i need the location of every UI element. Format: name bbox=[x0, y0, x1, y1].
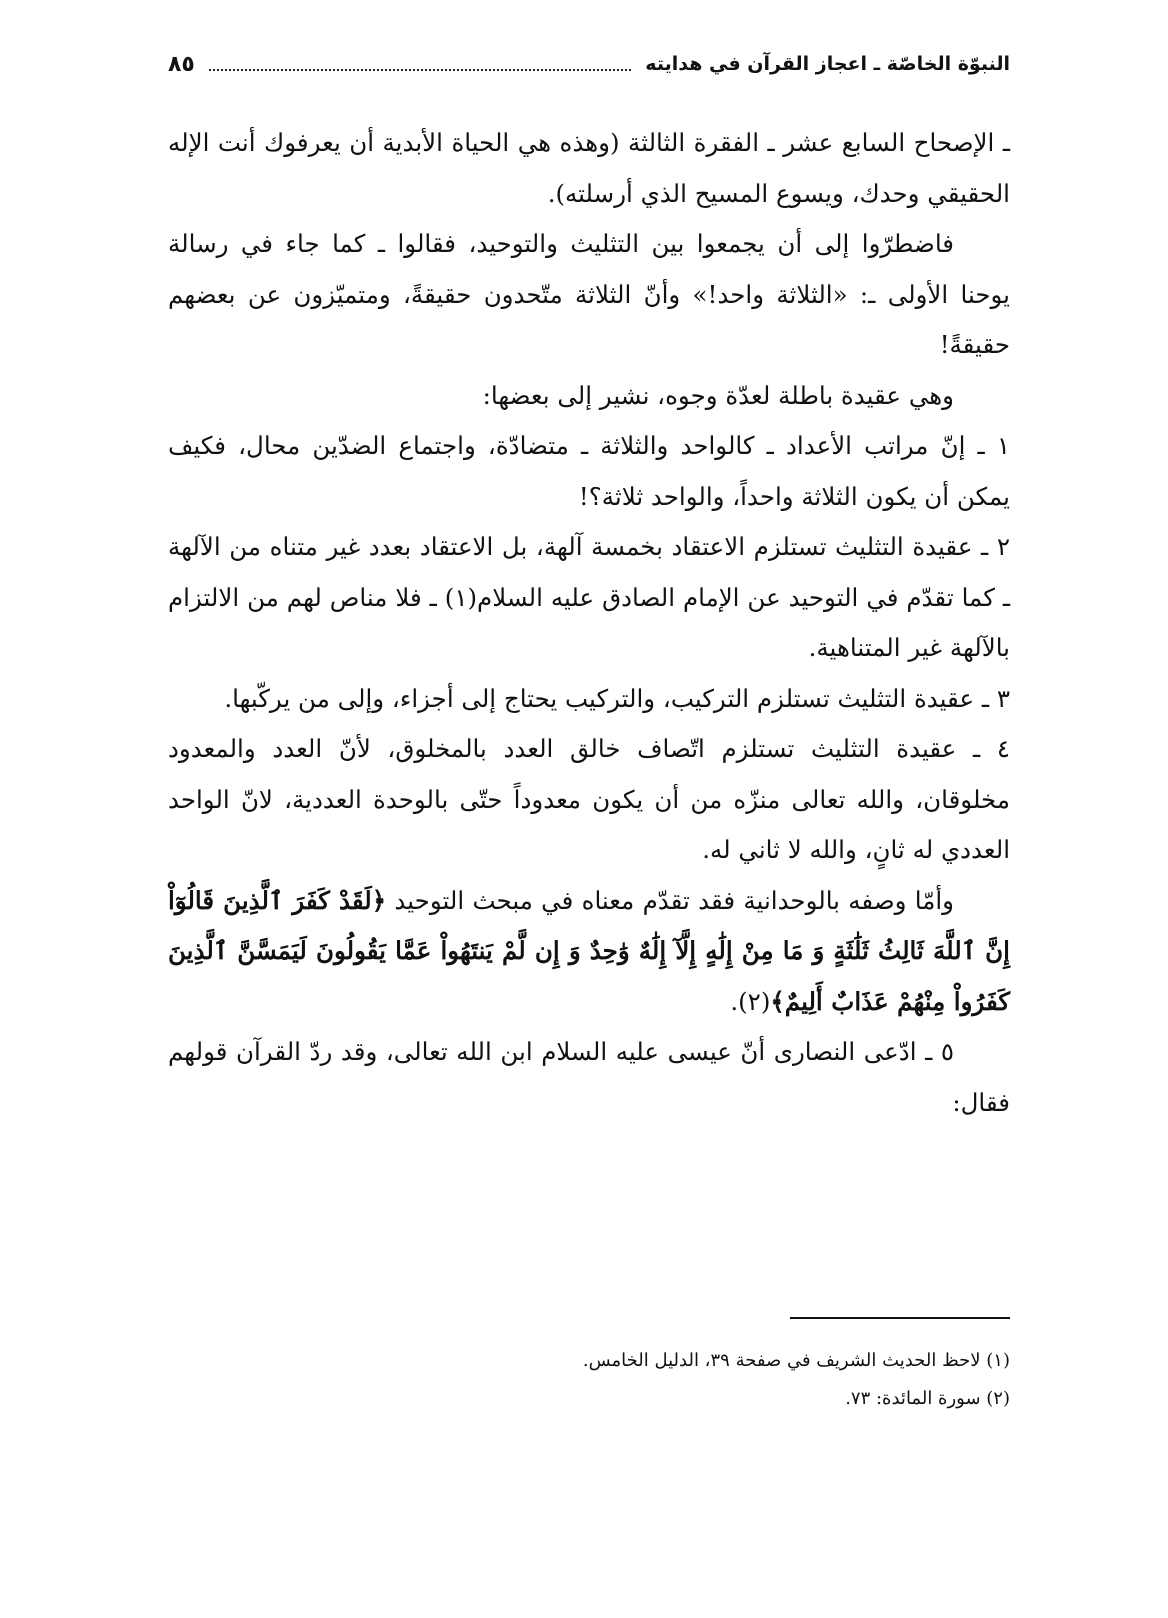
footnote-separator bbox=[790, 1317, 1010, 1319]
header-dot-leader bbox=[209, 69, 631, 71]
point-4: ٤ ـ عقيدة التثليث تستلزم اتّصاف خالق العدد بالمخلوق، لأنّ العدد والمعدود مخلوقان، والله تعالى منزّه من أن يكون معدوداً حتّى بالوحدة العددية، لانّ الواحد العددي له ثانٍ، والله لا ثاني له. bbox=[168, 734, 1010, 864]
point-2: ٢ ـ عقيدة التثليث تستلزم الاعتقاد بخمسة آلهة، بل الاعتقاد بعدد غير متناه من الآلهة ـ كما تقدّم في التوحيد عن الإمام الصادق عليه السلام(١) ـ فلا مناص لهم من الالتزام بالآلهة غير المتناهية. bbox=[168, 532, 1010, 662]
unity-intro-text: وأمّا وصفه بالوحدانية فقد تقدّم معناه في مبحث التوحيد bbox=[394, 885, 955, 915]
footnote-2: (٢) سورة المائدة: ٧٣. bbox=[845, 1388, 1010, 1409]
paragraph-1: ـ الإصحاح السابع عشر ـ الفقرة الثالثة (وهذه هي الحياة الأبدية أن يعرفوك أنت الإله الحقيقي وحدك، ويسوع المسيح الذي أرسلته). bbox=[168, 128, 1010, 208]
main-text bbox=[168, 118, 1010, 1128]
point-1: ١ ـ إنّ مراتب الأعداد ـ كالواحد والثلاثة ـ متضادّة، واجتماع الضدّين محال، فكيف يمكن أن يكون الثلاثة واحداً، والواحد ثلاثة؟! bbox=[168, 431, 1010, 511]
page-number: ٨٥ bbox=[168, 51, 195, 77]
running-header bbox=[168, 44, 1010, 84]
footnotes bbox=[168, 1342, 1010, 1418]
point-5: ٥ ـ ادّعى النصارى أنّ عيسى عليه السلام ابن الله تعالى، وقد ردّ القرآن قولهم فقال: bbox=[168, 1037, 1010, 1117]
paragraph-3: وهي عقيدة باطلة لعدّة وجوه، نشير إلى بعضها: bbox=[482, 380, 954, 410]
quran-verse: ﴿لَقَدْ كَفَرَ ٱلَّذِينَ قَالُوٓاْ إِنَّ ٱللَّهَ ثَالِثُ ثَلَٰثَةٍ وَ مَا مِنْ إِلَٰهٍ إِلَّآ إِلَٰهٌ وَٰحِدٌ وَ إِن لَّمْ يَنتَهُواْ عَمَّا يَقُولُونَ لَيَمَسَّنَّ ٱلَّذِينَ كَفَرُواْ مِنْهُمْ عَذَابٌ أَلِيمٌ﴾ bbox=[168, 885, 1010, 1016]
paragraph-2: فاضطرّوا إلى أن يجمعوا بين التثليث والتوحيد، فقالوا ـ كما جاء في رسالة يوحنا الأولى ـ: «الثلاثة واحد!» وأنّ الثلاثة متّحدون حقيقةً، ومتميّزون عن بعضهم حقيقةً! bbox=[168, 229, 1010, 359]
footnote-1: (١) لاحظ الحديث الشريف في صفحة ٣٩، الدليل الخامس. bbox=[582, 1350, 1010, 1371]
footnote-ref-2: (٢). bbox=[730, 986, 771, 1016]
running-header-title: النبوّة الخاصّة ـ اعجاز القرآن في هدايته bbox=[645, 53, 1010, 75]
paragraph-unity bbox=[168, 876, 1010, 1028]
point-3: ٣ ـ عقيدة التثليث تستلزم التركيب، والتركيب يحتاج إلى أجزاء، وإلى من يركّبها. bbox=[224, 683, 1010, 713]
